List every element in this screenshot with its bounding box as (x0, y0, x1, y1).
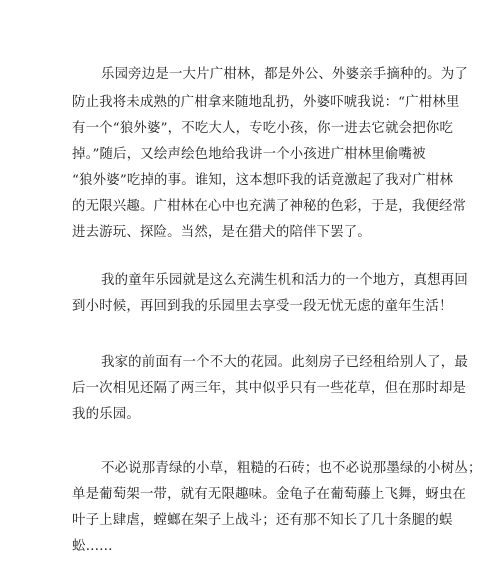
paragraph-1-line-3: 有一个“狼外婆”，不吃大人，专吃小孩，你一进去它就会把你吃 (72, 121, 454, 136)
paragraph-1-line-1: 乐园旁边是一大片广柑林，都是外公、外婆亲手摘种的。为了 (101, 67, 468, 82)
paragraph-1-line-7: 进去游玩、探险。当然，是在猎犬的陪伴下罢了。 (72, 225, 371, 240)
paragraph-4-line-4: 蚣…… (72, 539, 113, 554)
paragraph-3-line-3: 我的乐园。 (72, 407, 140, 422)
paragraph-4-line-2: 单是葡萄架一带，就有无限趣味。金龟子在葡萄藤上飞舞，蚜虫在 (72, 487, 467, 502)
paragraph-1-line-4: 掉。”随后，又绘声绘色地给我讲一个小孩进广柑林里偷嘴被 (72, 147, 426, 162)
paragraph-4-line-1: 不必说那青绿的小草，粗糙的石砖；也不必说那墨绿的小树丛； (101, 461, 482, 476)
paragraph-4-line-3: 叶子上肆虐，螳螂在架子上战斗；还有那不知长了几十条腿的蜈 (72, 513, 453, 528)
paragraph-3-line-1: 我家的前面有一个不大的花园。此刻房子已经租给别人了，最 (101, 355, 468, 370)
paragraph-2-line-1: 我的童年乐园就是这么充满生机和活力的一个地方，真想再回 (101, 273, 468, 288)
paragraph-1-line-2: 防止我将未成熟的广柑拿来随地乱扔，外婆吓唬我说：“广柑林里 (72, 95, 460, 110)
paragraph-2-line-2: 到小时候，再回到我的乐园里去享受一段无忧无虑的童年生活！ (72, 299, 453, 314)
paragraph-1-line-5: “狼外婆”吃掉的事。谁知，这本想吓我的话竟激起了我对广柑林 (72, 173, 454, 188)
paragraph-1-line-6: 的无限兴趣。广柑林在心中也充满了神秘的色彩，于是，我便经常 (72, 199, 467, 214)
paragraph-3-line-2: 后一次相见还隔了两三年，其中似乎只有一些花草，但在那时却是 (72, 381, 467, 396)
